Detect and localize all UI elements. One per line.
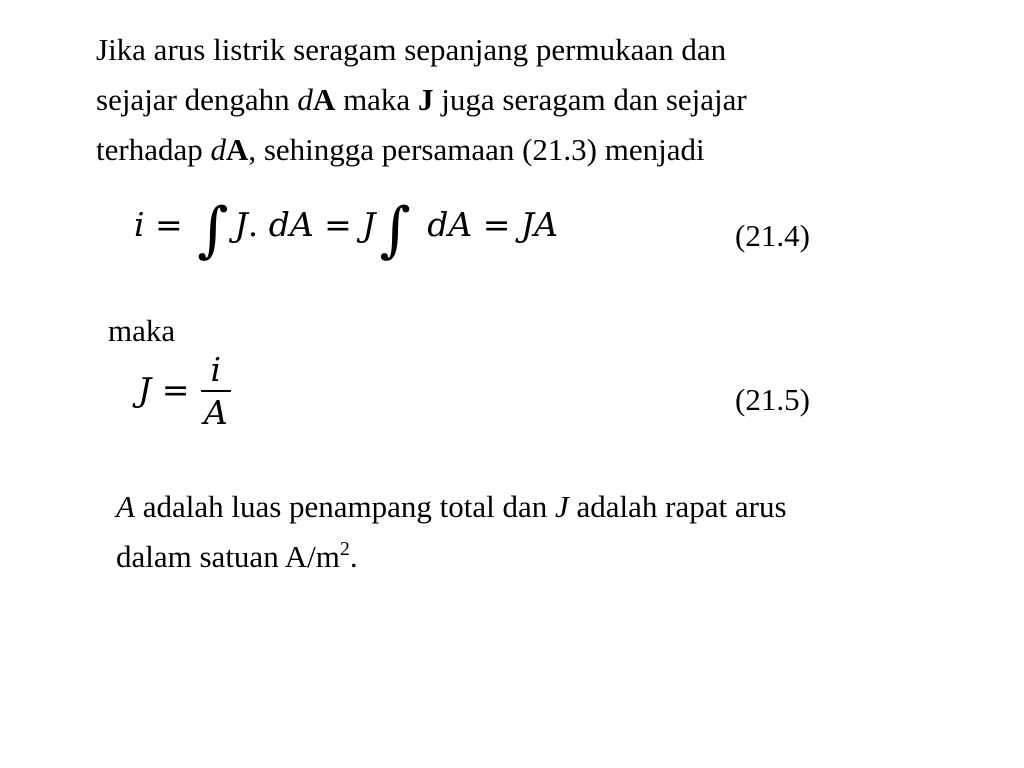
eq1-JA: JA — [520, 205, 558, 244]
intro-line-2-text-b: maka — [335, 82, 418, 117]
fraction-numerator: i — [210, 350, 222, 389]
definition-line-2-text: dalam satuan A/m — [116, 539, 340, 574]
integral-sign: ∫ — [197, 195, 229, 265]
vector-area-symbol: A — [312, 82, 336, 117]
intro-line-3-text-a: terhadap — [96, 132, 211, 167]
intro-line-3-text-b: , sehingga persamaan (21.3) menjadi — [248, 132, 705, 167]
eq1-equals: = — [472, 205, 521, 244]
vector-area-symbol: A — [225, 132, 249, 167]
eq1-equals: = — [313, 205, 363, 244]
equation-21-5 — [138, 352, 232, 432]
definition-line-2 — [116, 532, 787, 582]
area-symbol: A — [116, 489, 135, 524]
vector-current-density-symbol: J — [417, 82, 434, 117]
intro-line-3 — [96, 125, 747, 175]
equation-21-4 — [134, 195, 558, 265]
current-density-symbol: J — [555, 489, 569, 524]
eq1-J-coefficient: J — [362, 205, 376, 244]
eq1-dA: dA — [258, 205, 314, 244]
unit-exponent: 2 — [339, 538, 350, 560]
eq2-equals: = — [151, 370, 200, 409]
fraction — [200, 352, 232, 432]
eq2-J: J — [138, 370, 152, 409]
maka-text: maka — [108, 313, 176, 348]
eq1-J: J — [234, 205, 248, 244]
eq1-dot: . — [247, 205, 259, 244]
definition-paragraph — [116, 482, 787, 582]
eq1-dA: dA — [416, 205, 473, 244]
fraction-bar — [201, 390, 231, 392]
intro-paragraph — [96, 25, 747, 175]
definition-line-1-text-a: adalah luas penampang total dan — [134, 489, 556, 524]
intro-line-2 — [96, 75, 747, 125]
maka-paragraph — [108, 306, 175, 356]
definition-period: . — [349, 539, 358, 574]
intro-line-1-text: Jika arus listrik seragam sepanjang permukaan dan — [96, 32, 727, 67]
equation-number-21-5: (21.5) — [735, 382, 810, 417]
fraction-denominator: A — [203, 393, 228, 432]
integral-sign: ∫ — [379, 195, 411, 265]
differential-d: d — [210, 132, 226, 167]
eq1-current-i: i — [134, 205, 145, 244]
definition-line-1 — [116, 482, 787, 532]
equation-number-21-4: (21.4) — [735, 218, 810, 253]
intro-line-2-text-a: sejajar dengahn — [96, 82, 298, 117]
eq1-equals: = — [144, 205, 194, 244]
definition-line-1-text-b: adalah rapat arus — [568, 489, 787, 524]
intro-line-2-text-c: juga seragam dan sejajar — [433, 82, 747, 117]
differential-d: d — [297, 82, 313, 117]
intro-line-1 — [96, 25, 747, 75]
